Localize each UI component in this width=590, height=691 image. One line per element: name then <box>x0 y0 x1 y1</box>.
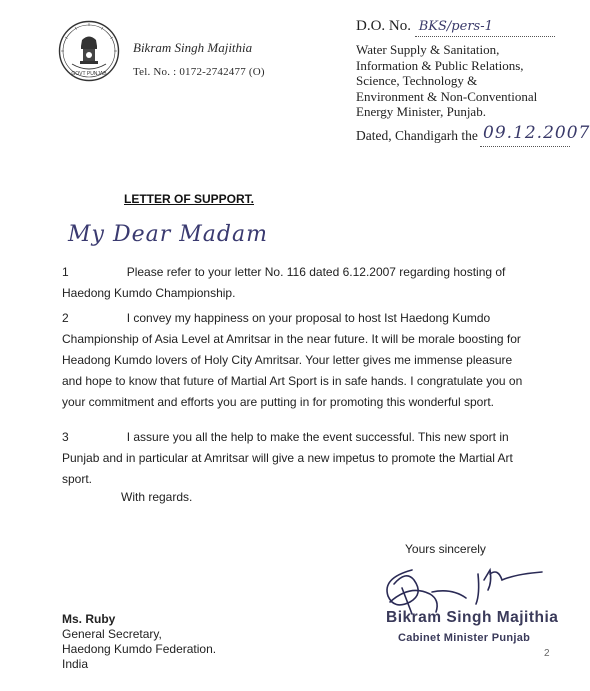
do-number-handwritten: BKS/pers-1 <box>418 19 493 34</box>
margin-mark: 2 <box>544 648 550 659</box>
recipient-line: India <box>62 657 89 671</box>
office-designation <box>356 42 568 120</box>
signatory-name: Bikram Singh Majithia <box>386 609 559 626</box>
closing-yours-sincerely: Yours sincerely <box>405 542 486 556</box>
recipient-address <box>62 612 216 672</box>
office-line: Science, Technology & <box>356 73 478 88</box>
dated-handwritten: 09.12.2007 <box>483 123 590 143</box>
paragraph-text: Please refer to your letter No. 116 dated 6.12.2007 regarding hosting of Haedong Kumdo Championship. <box>62 265 506 300</box>
paragraph-1 <box>62 262 532 304</box>
salutation: My Dear Madam <box>68 222 268 247</box>
paragraph-2 <box>62 308 532 413</box>
state-emblem-seal <box>58 20 120 82</box>
paragraph-text: I assure you all the help to make the event successful. This new sport in Punjab and in particular at Amritsar will give a new impetus to promote the Martial Art sport. <box>62 430 513 486</box>
sender-name: Bikram Singh Majithia <box>133 40 253 55</box>
dated-underline <box>480 146 570 147</box>
office-line: Energy Minister, Punjab. <box>356 104 486 119</box>
do-number-line <box>356 18 493 35</box>
recipient-line: Haedong Kumdo Federation. <box>62 642 217 656</box>
paragraph-number: 1 <box>62 265 69 279</box>
closing-regards: With regards. <box>121 490 193 504</box>
office-line: Information & Public Relations, <box>356 57 524 73</box>
dated-label: Dated, Chandigarh the <box>356 128 478 143</box>
paragraph-text: I convey my happiness on your proposal to host Ist Haedong Kumdo Championship of Asia Level at Amritsar in the near future. It will be morale boosting for Headong Kumdo lovers of Holy City Amritsar. Your letter gives me immense pleasure and hope to know that future of Martial Art Sport is in safe hands. I congratulate you on your commitment and efforts you are putting in for promoting this wonderful sport. <box>62 311 523 409</box>
do-number-underline <box>415 36 555 37</box>
signatory-title: Cabinet Minister Punjab <box>398 632 531 644</box>
paragraph-number: 3 <box>62 430 69 444</box>
paragraph-number: 2 <box>62 311 69 325</box>
emblem-label-text: GOVT PUNJAB <box>71 71 107 77</box>
office-line: Water Supply & Sanitation, <box>356 42 500 57</box>
paragraph-3 <box>62 427 532 490</box>
sender-telephone: Tel. No. : 0172-2742477 (O) <box>133 66 265 78</box>
letter-heading: LETTER OF SUPPORT. <box>124 192 255 206</box>
do-number-label: D.O. No. <box>356 18 411 34</box>
recipient-name: Ms. Ruby <box>62 612 116 626</box>
office-line: Environment & Non-Conventional <box>356 88 538 104</box>
recipient-line: General Secretary, <box>62 627 162 641</box>
